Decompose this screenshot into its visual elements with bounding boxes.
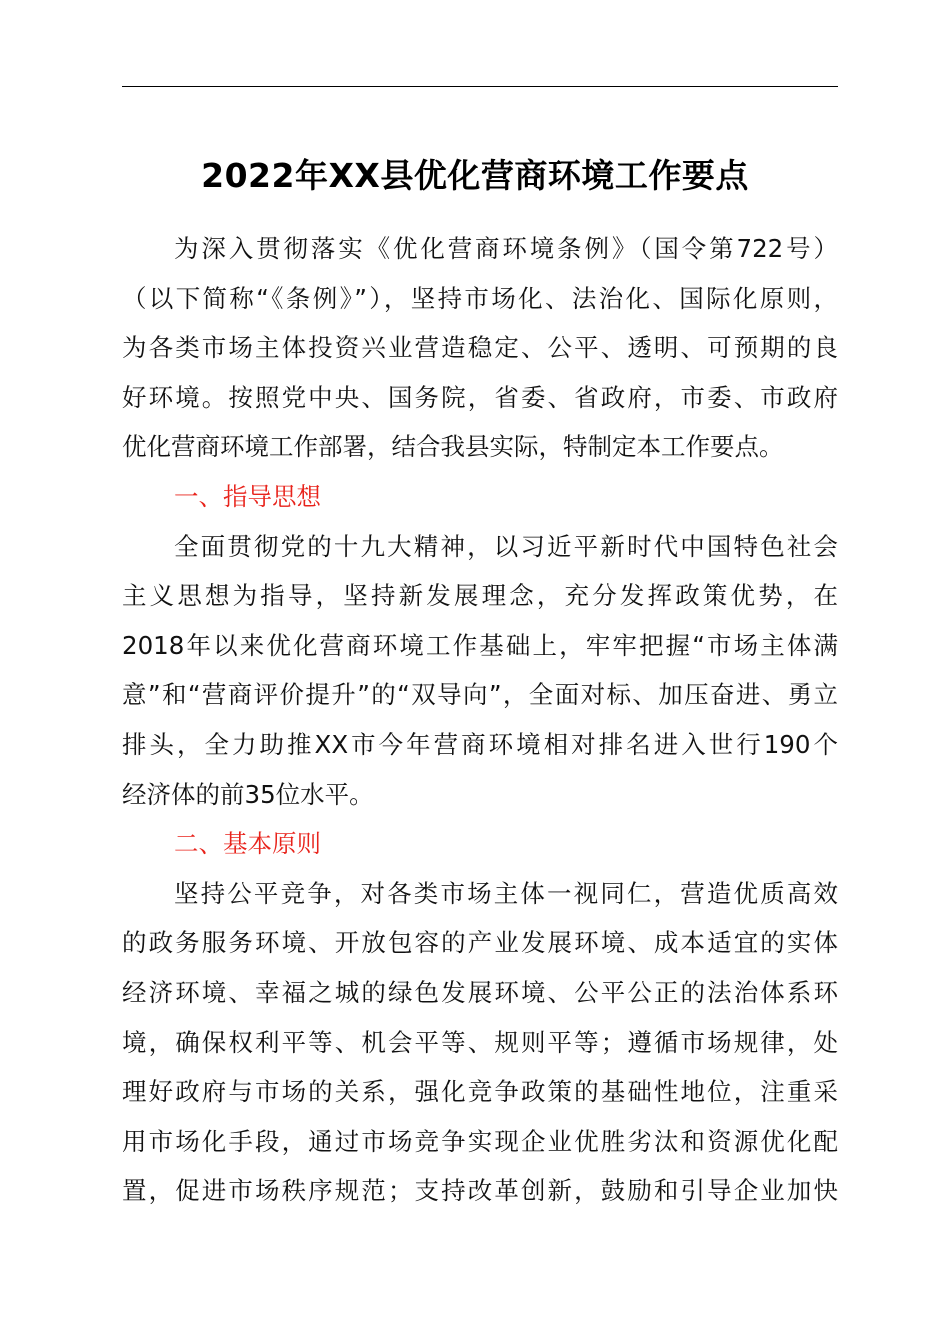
intro-paragraph	[122, 224, 838, 472]
paragraph-line: 主义思想为指导，坚持新发展理念，充分发挥政策优势，在	[122, 581, 838, 611]
paragraph-line: 经济体的前35位水平。	[122, 779, 374, 809]
paragraph-line: 排头，全力助推XX市今年营商环境相对排名进入世行190个	[122, 729, 838, 759]
paragraph-line: 经济环境、幸福之城的绿色发展环境、公平公正的法治体系环	[122, 977, 838, 1007]
document-title: 2022年XX县优化营商环境工作要点	[201, 156, 749, 195]
paragraph-line: 为各类市场主体投资兴业营造稳定、公平、透明、可预期的良	[122, 333, 838, 363]
paragraph-line: 置，促进市场秩序规范；支持改革创新，鼓励和引导企业加快	[122, 1176, 838, 1206]
header-rule	[122, 86, 838, 87]
paragraph-line: 为深入贯彻落实《优化营商环境条例》（国令第722号）	[174, 234, 838, 263]
paragraph-line: 用市场化手段，通过市场竞争实现企业优胜劣汰和资源优化配	[122, 1126, 838, 1156]
paragraph-line: 境，确保权利平等、机会平等、规则平等；遵循市场规律，处	[122, 1027, 838, 1057]
document-body	[122, 224, 838, 1216]
paragraph-line: 意”和“营商评价提升”的“双导向”，全面对标、加压奋进、勇立	[122, 680, 838, 710]
paragraph-line: 优化营商环境工作部署，结合我县实际，特制定本工作要点。	[122, 432, 784, 462]
paragraph-line: 坚持公平竞争，对各类市场主体一视同仁，营造优质高效	[174, 878, 838, 908]
section-heading-guiding-ideology: 一、指导思想	[174, 481, 321, 511]
paragraph-line: 的政务服务环境、开放包容的产业发展环境、成本适宜的实体	[122, 928, 838, 958]
basic-principles-paragraph	[122, 869, 838, 1216]
section-heading-basic-principles: 二、基本原则	[174, 829, 321, 859]
paragraph-line: 理好政府与市场的关系，强化竞争政策的基础性地位，注重采	[122, 1077, 838, 1107]
paragraph-line: 全面贯彻党的十九大精神，以习近平新时代中国特色社会	[174, 531, 838, 561]
paragraph-line: 好环境。按照党中央、国务院，省委、省政府，市委、市政府	[122, 382, 838, 412]
guiding-ideology-paragraph	[122, 522, 838, 820]
paragraph-line: （以下简称“《条例》”），坚持市场化、法治化、国际化原则，	[122, 283, 838, 313]
paragraph-line: 2018年以来优化营商环境工作基础上，牢牢把握“市场主体满	[122, 630, 838, 660]
